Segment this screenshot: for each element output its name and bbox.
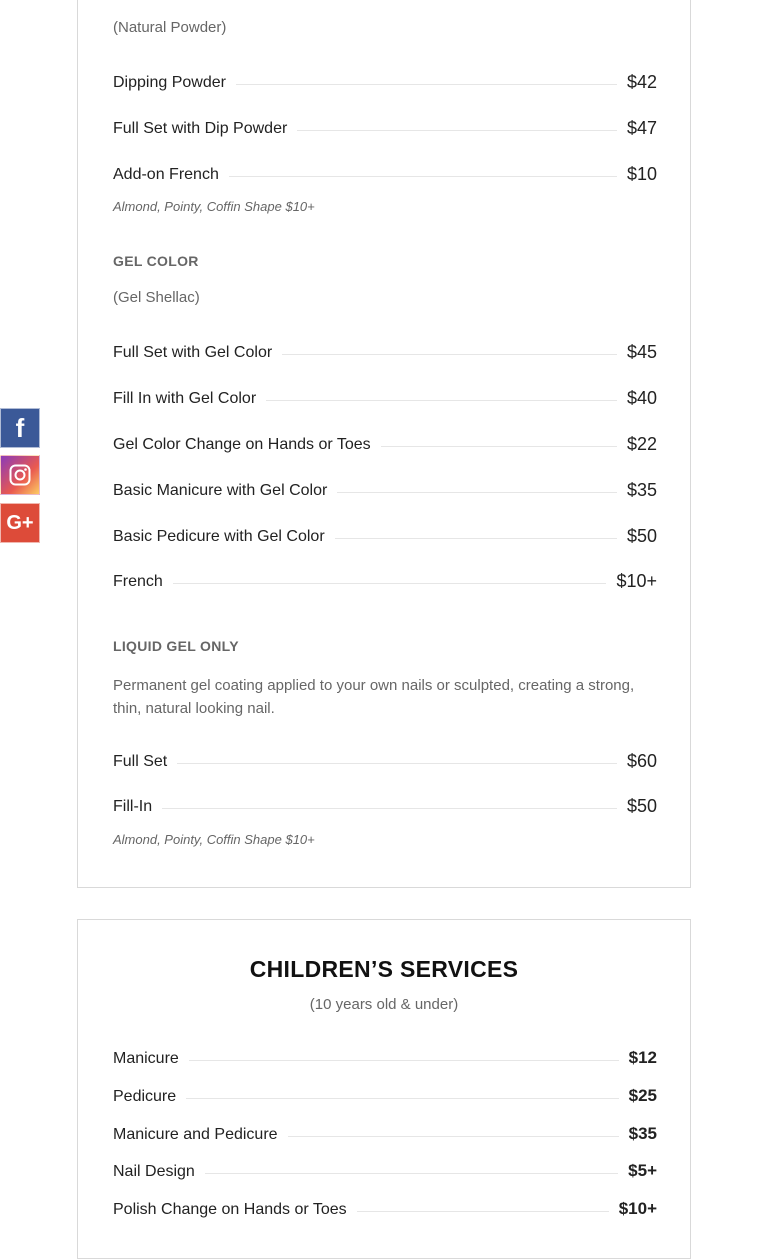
item-price: $60 <box>626 750 657 771</box>
menu-item-nail-design <box>113 1160 657 1184</box>
facebook-glyph: f <box>15 412 25 443</box>
menu-item-add-on-french <box>113 163 657 187</box>
item-name: Add-on French <box>113 166 219 183</box>
menu-item-manicure <box>113 1047 657 1071</box>
menu-item-french <box>113 570 657 594</box>
description-line: Permanent gel coating applied to your own nails or sculpted, creating a strong, <box>113 677 635 694</box>
menu-item-full-set-liquid <box>113 750 657 774</box>
dotted-leader <box>229 176 617 177</box>
item-price: $42 <box>626 71 657 92</box>
childrens-services-card <box>77 919 691 1259</box>
dotted-leader <box>177 763 617 764</box>
menu-item-full-set-gel <box>113 341 657 365</box>
item-price: $25 <box>628 1086 657 1105</box>
dotted-leader <box>337 492 617 493</box>
item-name: Nail Design <box>113 1163 195 1180</box>
item-name: Gel Color Change on Hands or Toes <box>113 436 371 453</box>
menu-item-dipping-powder <box>113 71 657 95</box>
item-price: $50 <box>626 525 657 546</box>
item-price: $40 <box>626 387 657 408</box>
dotted-leader <box>282 354 617 355</box>
dotted-leader <box>186 1098 618 1099</box>
dotted-leader <box>357 1211 609 1212</box>
instagram-icon[interactable] <box>0 455 40 495</box>
item-price: $50 <box>626 795 657 816</box>
item-name: French <box>113 573 163 590</box>
gel-color-heading: GEL COLOR <box>113 253 199 269</box>
menu-item-polish-change <box>113 1198 657 1222</box>
menu-item-manicure-and-pedicure <box>113 1123 657 1147</box>
dotted-leader <box>288 1136 619 1137</box>
dotted-leader <box>381 446 617 447</box>
dotted-leader <box>266 400 617 401</box>
menu-item-fill-in-gel <box>113 387 657 411</box>
section-subtitle: (10 years old & under) <box>309 996 459 1013</box>
item-price: $10 <box>626 163 657 184</box>
menu-item-gel-color-change <box>113 433 657 457</box>
item-name: Pedicure <box>113 1088 177 1105</box>
liquid-gel-heading: LIQUID GEL ONLY <box>113 638 239 654</box>
menu-item-basic-manicure-gel <box>113 479 657 503</box>
menu-item-fill-in-liquid <box>113 795 657 819</box>
item-name: Basic Pedicure with Gel Color <box>113 528 325 545</box>
item-name: Basic Manicure with Gel Color <box>113 482 328 499</box>
menu-item-pedicure <box>113 1085 657 1109</box>
instagram-glyph <box>8 463 32 487</box>
item-price: $22 <box>626 433 657 454</box>
liquid-gel-description <box>113 674 634 720</box>
item-name: Full Set with Dip Powder <box>113 120 288 137</box>
dip-shape-note: Almond, Pointy, Coffin Shape $10+ <box>113 199 315 214</box>
facebook-icon[interactable] <box>0 408 40 448</box>
dotted-leader <box>189 1060 619 1061</box>
item-price: $10+ <box>616 570 657 591</box>
item-name: Fill In with Gel Color <box>113 390 257 407</box>
description-line: thin, natural looking nail. <box>113 700 275 717</box>
dip-gel-services-card <box>77 0 691 888</box>
item-price: $45 <box>626 341 657 362</box>
dotted-leader <box>162 808 617 809</box>
dotted-leader <box>236 84 617 85</box>
item-name: Manicure <box>113 1050 179 1067</box>
liquid-shape-note: Almond, Pointy, Coffin Shape $10+ <box>113 832 315 847</box>
item-price: $35 <box>628 1124 657 1143</box>
menu-item-full-set-dip <box>113 117 657 141</box>
gel-color-note: (Gel Shellac) <box>113 289 200 306</box>
dotted-leader <box>335 538 617 539</box>
item-name: Polish Change on Hands or Toes <box>113 1201 347 1218</box>
menu-item-basic-pedicure-gel <box>113 525 657 549</box>
item-price: $35 <box>626 479 657 500</box>
dip-powder-note: (Natural Powder) <box>113 19 227 36</box>
dotted-leader <box>297 130 617 131</box>
item-price: $12 <box>628 1048 657 1067</box>
item-name: Full Set with Gel Color <box>113 344 273 361</box>
item-name: Fill-In <box>113 798 153 815</box>
section-title: CHILDREN’S SERVICES <box>249 956 519 982</box>
item-price: $47 <box>626 117 657 138</box>
item-name: Full Set <box>113 753 168 770</box>
item-price: $10+ <box>618 1199 657 1218</box>
google-plus-icon[interactable] <box>0 503 40 543</box>
item-name: Manicure and Pedicure <box>113 1126 278 1143</box>
item-price: $5+ <box>628 1161 657 1180</box>
item-name: Dipping Powder <box>113 74 226 91</box>
google-plus-glyph: G+ <box>6 511 34 534</box>
dotted-leader <box>205 1173 618 1174</box>
dotted-leader <box>173 583 607 584</box>
